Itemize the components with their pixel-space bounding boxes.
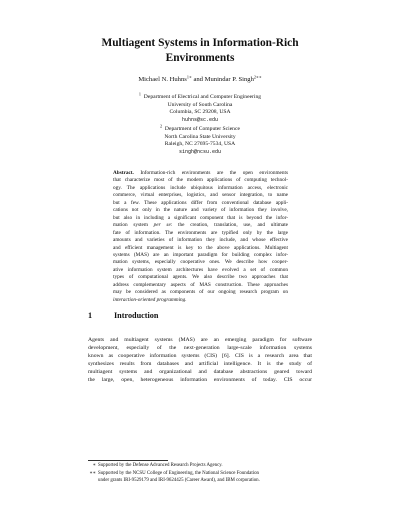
body-line: development, especially of the next-generation large-scale information systems	[88, 345, 312, 352]
affiliation-1-line-2: University of South Carolina	[167, 101, 233, 108]
footnote-1-text: Supported by the Defense Advanced Research Projects Agency.	[98, 463, 223, 468]
author-2-marks: 2∗∗	[253, 74, 262, 80]
affiliation-1-line-3: Columbia, SC 29208, USA	[169, 109, 231, 116]
body-line: known as cooperative information systems (CIS) [6]. CIS is a research area that	[88, 353, 312, 360]
affiliation-2-line-2: North Carolina State University	[164, 133, 236, 140]
author-line	[0, 76, 400, 84]
footnote-2-mark: ∗∗	[89, 471, 96, 476]
abstract-line: that characterize most of the modern applications of computing technol-	[113, 177, 288, 184]
affiliation-2-mark: 2	[160, 123, 163, 129]
author-1: Michael N. Huhns	[138, 76, 187, 83]
author-2: and Munindar P. Singh	[191, 76, 254, 83]
abstract-line: amounts and varieties of information they include, and whose effective	[113, 237, 288, 244]
abstract-line: Abstract. Information-rich environments are the open environments	[113, 170, 288, 176]
body-text	[88, 336, 312, 384]
affiliation-1-email: huhns@sc.edu	[181, 116, 218, 123]
abstract-line: systems (MAS) are an important paradigm for building complex infor-	[113, 251, 288, 258]
body-line: synthesizes results from databases and artificial intelligence. It is the study of	[88, 361, 312, 368]
abstract-line: commerce, virtual enterprises, logistics, and sensor integration, to name	[113, 192, 288, 199]
abstract-line: but a few. These applications differ from conventional database appli-	[113, 199, 288, 206]
affiliation-1-mark: 1	[138, 91, 141, 97]
affiliation-2-line-1: $^2$ Department of Computer Science	[160, 123, 240, 132]
footnote-2	[88, 471, 318, 484]
abstract-line: mation system per se: the creation, translation, use, and ultimate	[113, 222, 288, 229]
affiliation-2-line-3: Raleigh, NC 27695-7534, USA	[164, 141, 236, 148]
section-heading	[88, 311, 158, 321]
section-title: Introduction	[114, 311, 159, 320]
body-line: Agents and multiagent systems (MAS) are an emerging paradigm for software	[88, 337, 312, 343]
abstract-line: types of computational agents. We also describe two approaches that	[113, 274, 288, 281]
abstract-line: fate of information. The environments are typified only by the large	[113, 229, 288, 236]
abstract-line: mation systems, especially cooperative ones. We describe how cooper-	[113, 259, 288, 266]
footnote-2-text: Supported by the NCSU College of Engineering, the National Science Foundation	[98, 471, 259, 476]
abstract-line: address complementary aspects of MAS construction. These approaches	[113, 281, 288, 288]
affiliation-2-email: singh@ncsu.edu	[178, 148, 221, 155]
abstract-line: ative information system architectures have evolved a set of common	[113, 266, 288, 273]
abstract-line: interaction-oriented programming.	[113, 296, 187, 303]
footnote-rule	[88, 460, 168, 461]
abstract-line: ogy. The applications include ubiquitous information access, electronic	[113, 184, 288, 191]
paper-title-line-2: Environments	[165, 52, 235, 64]
author-1-marks: 1∗	[186, 74, 192, 80]
abstract-per-se: per se	[153, 222, 171, 229]
footnote-1	[88, 463, 318, 470]
abstract-line: but also in including a significant component that is beyond the infor-	[113, 214, 288, 221]
paper-title-line-1: Multiagent Systems in Information-Rich	[101, 37, 299, 49]
body-line: the large, open, heterogeneous information environments of today. CIS occur	[88, 377, 312, 384]
abstract	[113, 170, 288, 304]
affiliation-2	[0, 123, 400, 156]
abstract-label: Abstract.	[113, 170, 134, 176]
affiliation-1-line-1: $^1$ Department of Electrical and Computer Engineering	[138, 91, 262, 100]
section-number: 1	[88, 311, 93, 320]
abstract-line: cations not only in the nature and variety of information they involve,	[113, 207, 288, 214]
affiliation-1	[0, 91, 400, 124]
abstract-line: and efficient management is key to the above applications. Multiagent	[113, 244, 288, 251]
footnote-2-continuation: under grants IRI-9529179 and IRI-9624425 (Career Award), and IBM corporation.	[98, 477, 260, 483]
footnote-1-mark: ∗	[92, 463, 96, 468]
body-line: multiagent systems and organizational and database abstractions geared toward	[88, 369, 312, 376]
abstract-line: may be considered as components of our ongoing research program on	[113, 289, 288, 296]
